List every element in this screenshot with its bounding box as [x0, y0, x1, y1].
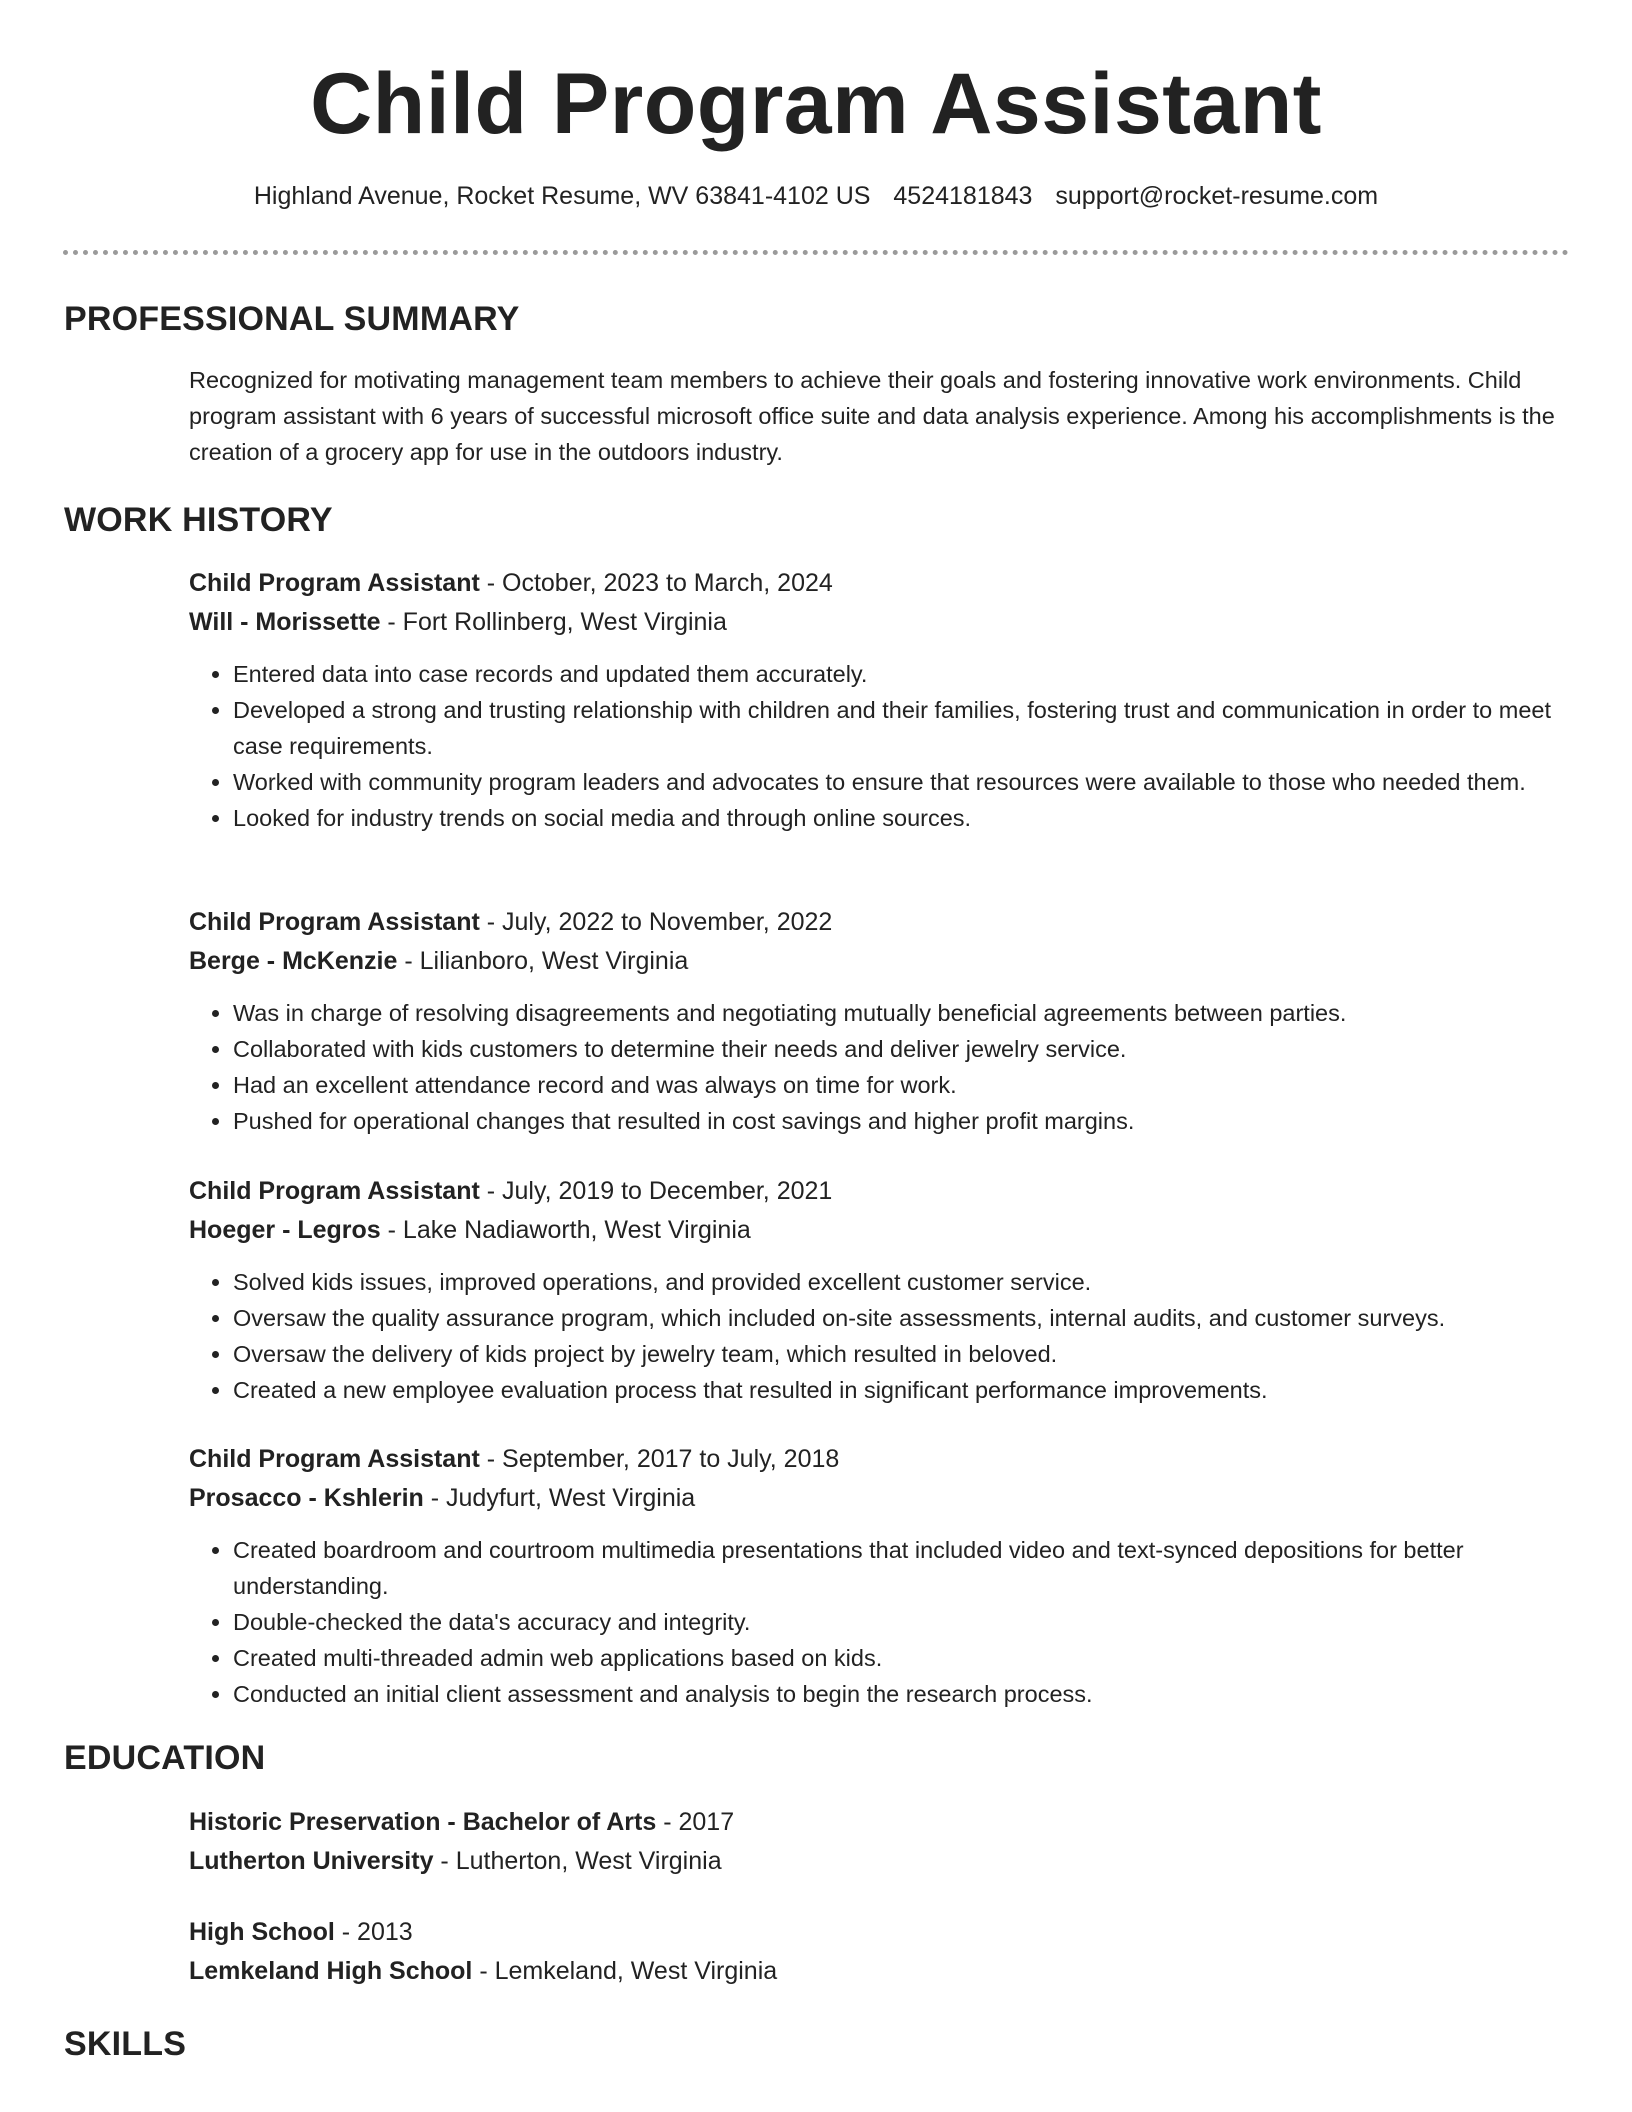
- list-item: • Created a new employee evaluation process that resulted in significant performance improvements.: [233, 1372, 1559, 1408]
- list-item: • Collaborated with kids customers to determine their needs and deliver jewelry service.: [233, 1031, 1559, 1067]
- school-name: Lemkeland High School: [189, 1957, 473, 1985]
- section-title-summary: PROFESSIONAL SUMMARY: [64, 300, 520, 338]
- job-company-line: [189, 603, 1559, 642]
- summary-block: [189, 362, 1559, 470]
- degree: High School: [189, 1918, 335, 1946]
- school-line: [189, 1952, 1559, 1991]
- list-item: • Solved kids issues, improved operations, and provided excellent customer service.: [233, 1264, 1559, 1300]
- section-title-education: EDUCATION: [64, 1739, 266, 1777]
- job-company-line: [189, 1479, 1559, 1518]
- list-item: • Double-checked the data's accuracy and integrity.: [233, 1604, 1559, 1640]
- job-title: Child Program Assistant: [189, 1177, 480, 1205]
- job-entry: [189, 1172, 1559, 1408]
- list-item: • Conducted an initial client assessment and analysis to begin the research process.: [233, 1676, 1559, 1712]
- job-company-line: [189, 942, 1559, 981]
- list-item: • Worked with community program leaders and advocates to ensure that resources were available to those who needed them.: [233, 764, 1559, 800]
- school-location: - Lutherton, West Virginia: [433, 1847, 722, 1875]
- job-company: Hoeger - Legros: [189, 1216, 381, 1244]
- contact-phone: 4524181843: [893, 182, 1033, 210]
- job-dates: - July, 2019 to December, 2021: [479, 1177, 833, 1205]
- list-item: • Was in charge of resolving disagreements and negotiating mutually beneficial agreements between parties.: [233, 995, 1559, 1031]
- job-dates: - July, 2022 to November, 2022: [479, 908, 833, 936]
- job-duties-list: [189, 1532, 1559, 1712]
- header-divider: [63, 250, 1569, 255]
- job-title-line: [189, 1440, 1559, 1479]
- school-location: - Lemkeland, West Virginia: [472, 1957, 778, 1985]
- graduation-year: - 2017: [656, 1808, 735, 1836]
- list-item: • Looked for industry trends on social media and through online sources.: [233, 800, 1559, 836]
- contact-email: support@rocket-resume.com: [1055, 182, 1379, 210]
- list-item: • Oversaw the delivery of kids project by jewelry team, which resulted in beloved.: [233, 1336, 1559, 1372]
- job-location: - Fort Rollinberg, West Virginia: [380, 608, 727, 636]
- degree: Historic Preservation - Bachelor of Arts: [189, 1808, 657, 1836]
- list-item: • Entered data into case records and updated them accurately.: [233, 656, 1559, 692]
- job-company-line: [189, 1211, 1559, 1250]
- job-entry: [189, 564, 1559, 836]
- list-item: • Created boardroom and courtroom multimedia presentations that included video and text-synced depositions for better understanding.: [233, 1532, 1559, 1604]
- job-entry: [189, 903, 1559, 1139]
- job-duties-list: [189, 656, 1559, 836]
- school-name: Lutherton University: [189, 1847, 434, 1875]
- list-item: • Pushed for operational changes that resulted in cost savings and higher profit margins.: [233, 1103, 1559, 1139]
- job-location: - Lake Nadiaworth, West Virginia: [380, 1216, 751, 1244]
- job-title: Child Program Assistant: [189, 569, 480, 597]
- job-company: Prosacco - Kshlerin: [189, 1484, 424, 1512]
- list-item: • Oversaw the quality assurance program, which included on-site assessments, internal audits, and customer surveys.: [233, 1300, 1559, 1336]
- job-company: Will - Morissette: [189, 608, 381, 636]
- degree-line: [189, 1913, 1559, 1952]
- job-title-line: [189, 564, 1559, 603]
- list-item: • Created multi-threaded admin web applications based on kids.: [233, 1640, 1559, 1676]
- section-title-skills: SKILLS: [64, 2025, 187, 2063]
- education-entry: [189, 1803, 1559, 1881]
- job-title-line: [189, 1172, 1559, 1211]
- job-title: Child Program Assistant: [189, 908, 480, 936]
- job-duties-list: [189, 995, 1559, 1139]
- job-title: Child Program Assistant: [189, 1445, 480, 1473]
- contact-line: [0, 178, 1632, 214]
- graduation-year: - 2013: [334, 1918, 413, 1946]
- school-line: [189, 1842, 1559, 1881]
- contact-address: Highland Avenue, Rocket Resume, WV 63841-4102 US: [253, 182, 871, 210]
- job-dates: - October, 2023 to March, 2024: [479, 569, 833, 597]
- job-location: - Lilianboro, West Virginia: [397, 947, 689, 975]
- education-entry: [189, 1913, 1559, 1991]
- degree-line: [189, 1803, 1559, 1842]
- list-item: • Developed a strong and trusting relationship with children and their families, fostering trust and communication in order to meet case requirements.: [233, 692, 1559, 764]
- job-title-line: [189, 903, 1559, 942]
- job-company: Berge - McKenzie: [189, 947, 398, 975]
- section-title-work-history: WORK HISTORY: [64, 501, 333, 539]
- list-item: • Had an excellent attendance record and was always on time for work.: [233, 1067, 1559, 1103]
- job-location: - Judyfurt, West Virginia: [423, 1484, 696, 1512]
- job-dates: - September, 2017 to July, 2018: [479, 1445, 840, 1473]
- summary-text: Recognized for motivating management team members to achieve their goals and fostering innovative work environments. Child program assistant with 6 years of successful microsoft office suite and data analysis experience. Among his accomplishments is the creation of a grocery app for use in the outdoors industry.: [189, 367, 1555, 465]
- job-duties-list: [189, 1264, 1559, 1408]
- candidate-name: Child Program Assistant: [310, 56, 1322, 152]
- job-entry: [189, 1440, 1559, 1712]
